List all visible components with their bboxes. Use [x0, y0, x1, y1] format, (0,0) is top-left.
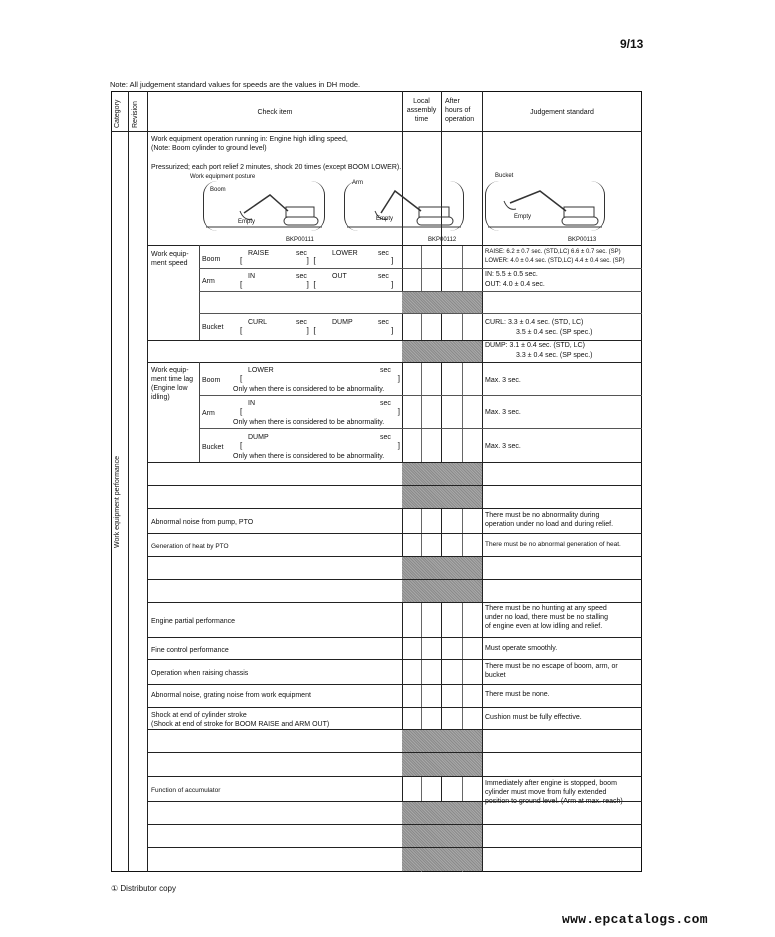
shaded-cell — [402, 730, 482, 752]
intro-line2: (Note: Boom cylinder to ground level) — [151, 145, 267, 152]
figure3-code: BKP00113 — [568, 237, 597, 243]
figure1-part: Boom — [210, 187, 226, 193]
col-category-divider — [128, 91, 129, 872]
arm-label: Arm — [202, 278, 215, 285]
header-after-hours: After hours of operation — [445, 98, 475, 123]
row-divider — [147, 847, 642, 848]
header-check-item: Check item — [257, 109, 293, 116]
timelag-bucket-op: DUMP — [248, 434, 269, 441]
page-number: 9/13 — [620, 37, 644, 51]
input-bracket[interactable]: [ ] [ ] — [240, 256, 394, 265]
arm-sec1: sec — [296, 273, 307, 280]
boom-raise: RAISE — [248, 250, 270, 257]
row-divider — [147, 462, 642, 463]
shaded-cell — [402, 486, 482, 508]
timelag-max: Max. 3 sec. — [485, 409, 521, 416]
boom-sec1: sec — [296, 250, 307, 257]
shaded-cell — [402, 463, 482, 485]
row-raising-chassis: Operation when raising chassis — [151, 670, 249, 677]
judge-dump1: DUMP: 3.1 ± 0.4 sec. (STD, LC) — [485, 342, 585, 349]
timelag-sec: sec — [380, 434, 391, 441]
timelag-arm-op: IN — [248, 400, 255, 407]
row-divider — [147, 801, 642, 802]
row-divider — [147, 776, 642, 777]
input-bracket[interactable]: [ ] [ ] — [240, 280, 394, 289]
timelag-only-note: Only when there is considered to be abnormality. — [233, 453, 385, 460]
boom-sec2: sec — [378, 250, 389, 257]
input-bracket[interactable]: [ ] [ ] — [240, 326, 394, 335]
posture-label: Work equipment posture — [190, 174, 256, 180]
arm-sec2: sec — [378, 273, 389, 280]
shaded-cell — [402, 292, 482, 313]
row-divider — [147, 637, 642, 638]
row-fine-control: Fine control performance — [151, 647, 229, 654]
row-divider — [147, 579, 642, 580]
timelag-sec: sec — [380, 367, 391, 374]
row-divider — [147, 659, 642, 660]
timelag-boom-label: Boom — [202, 377, 221, 384]
shaded-cell — [402, 825, 482, 847]
category-label: Work equipment performance — [114, 455, 121, 548]
row-divider — [147, 362, 642, 363]
figure1-empty: Empty — [238, 219, 256, 225]
header-revision: Revision — [132, 101, 139, 128]
figure1-code: BKP00111 — [286, 237, 314, 243]
row-noise-pump-judgement: There must be no abnormality during operation under no load and during relief. — [485, 512, 614, 528]
timelag-subcol — [199, 362, 200, 462]
figure3-part: Bucket — [495, 173, 514, 179]
header-judgement: Judgement standard — [530, 109, 594, 116]
figure2-code: BKP00112 — [428, 237, 457, 243]
row-divider — [147, 556, 642, 557]
figure2-empty: Empty — [376, 216, 394, 222]
bucket-sec1: sec — [296, 319, 307, 326]
arm-posture-figure — [344, 181, 464, 231]
timelag-title: Work equip- ment time lag (Engine low idling) — [151, 367, 194, 401]
excavator-arm-icon — [345, 181, 463, 231]
judge-curl2: 3.5 ± 0.4 sec. (SP spec.) — [516, 329, 593, 336]
row-divider — [147, 602, 642, 603]
arm-in: IN — [248, 273, 255, 280]
shaded-cell — [402, 341, 482, 362]
bucket-label: Bucket — [202, 324, 224, 331]
row-heat-pto: Generation of heat by PTO — [151, 543, 229, 550]
bucket-posture-figure — [485, 181, 605, 231]
col-after-divider — [482, 91, 483, 872]
row-grating-noise: Abnormal noise, grating noise from work equipment — [151, 692, 311, 699]
speed-subcol — [199, 245, 200, 340]
judge-curl1: CURL: 3.3 ± 0.4 sec. (STD, LC) — [485, 319, 584, 326]
intro-line1: Work equipment operation running in: Engine high idling speed, — [151, 136, 348, 143]
timelag-boom-op: LOWER — [248, 367, 274, 374]
timelag-arm-label: Arm — [202, 410, 215, 417]
speed-title: Work equip- ment speed — [151, 251, 189, 267]
header-divider — [111, 131, 642, 132]
speed-note: Note: All judgement standard values for speeds are the values in DH mode. — [110, 80, 361, 89]
figure3-empty: Empty — [514, 214, 532, 220]
arm-out: OUT — [332, 273, 347, 280]
row-noise-pump: Abnormal noise from pump, PTO — [151, 519, 254, 526]
timelag-bucket-label: Bucket — [202, 444, 224, 451]
shaded-cell — [402, 848, 482, 871]
judge-arm-in: IN: 5.5 ± 0.5 sec. — [485, 271, 538, 278]
shaded-cell — [402, 580, 482, 602]
timelag-max: Max. 3 sec. — [485, 377, 521, 384]
shaded-cell — [402, 753, 482, 776]
row-divider — [199, 313, 642, 314]
row-shock: Shock at end of cylinder stroke (Shock at end of stroke for BOOM RAISE and ARM OUT) — [151, 712, 330, 728]
header-category: Category — [114, 99, 121, 128]
bucket-curl: CURL — [248, 319, 268, 326]
timelag-only-note: Only when there is considered to be abnormality. — [233, 386, 385, 393]
header-local-assembly: Local assembly time — [406, 98, 437, 123]
row-grating-judgement: There must be none. — [485, 691, 550, 698]
row-divider — [147, 485, 642, 486]
bucket-sec2: sec — [378, 319, 389, 326]
timelag-only-note: Only when there is considered to be abnormality. — [233, 419, 385, 426]
row-accumulator-judgement: Immediately after engine is stopped, boom cylinder must move from fully extended — [485, 780, 617, 796]
row-divider — [147, 245, 642, 246]
row-divider — [199, 395, 642, 396]
row-divider — [199, 428, 642, 429]
watermark-url[interactable]: www.epcatalogs.com — [562, 912, 708, 927]
row-fine-control-judgement: Must operate smoothly. — [485, 645, 558, 652]
judge-boom-raise: RAISE: 6.2 ± 0.7 sec. (STD,LC) 6.6 ± 0.7 sec. (SP) — [485, 249, 621, 255]
row-accumulator: Function of accumulator — [151, 787, 221, 794]
judge-dump2: 3.3 ± 0.4 sec. (SP spec.) — [516, 352, 593, 359]
intro-line3: Pressurized; each port relief 2 minutes, shock 20 times (except BOOM LOWER). — [151, 164, 402, 171]
figure2-part: Arm — [352, 180, 363, 186]
timelag-sec: sec — [380, 400, 391, 407]
boom-label: Boom — [202, 256, 221, 263]
row-divider — [147, 752, 642, 753]
input-bracket[interactable]: [ ] — [240, 374, 401, 383]
row-divider — [147, 508, 642, 509]
row-divider — [147, 684, 642, 685]
col-revision-divider — [147, 91, 148, 872]
input-bracket[interactable]: [ ] — [240, 407, 401, 416]
row-divider — [147, 533, 642, 534]
bucket-dump: DUMP — [332, 319, 353, 326]
shaded-cell — [402, 557, 482, 579]
row-divider — [147, 707, 642, 708]
shaded-cell — [402, 802, 482, 824]
row-heat-pto-judgement: There must be no abnormal generation of heat. — [485, 541, 621, 548]
row-divider — [199, 268, 642, 269]
row-divider — [147, 729, 642, 730]
excavator-bucket-icon — [486, 181, 604, 231]
judge-arm-out: OUT: 4.0 ± 0.4 sec. — [485, 281, 545, 288]
distributor-copy-note: ① Distributor copy — [111, 884, 176, 893]
row-raising-chassis-judgement: There must be no escape of boom, arm, or bucket — [485, 663, 618, 679]
row-shock-judgement: Cushion must be fully effective. — [485, 714, 582, 721]
row-engine-partial: Engine partial performance — [151, 618, 236, 625]
timelag-max: Max. 3 sec. — [485, 443, 521, 450]
input-bracket[interactable]: [ ] — [240, 441, 401, 450]
judge-boom-lower: LOWER: 4.0 ± 0.4 sec. (STD,LC) 4.4 ± 0.4 sec. (SP) — [485, 258, 625, 264]
row-engine-partial-judgement: There must be no hunting at any speed under no load, there must be no stalling of engine even at low idling and relief. — [485, 605, 608, 630]
boom-lower: LOWER — [332, 250, 358, 257]
row-divider — [147, 824, 642, 825]
